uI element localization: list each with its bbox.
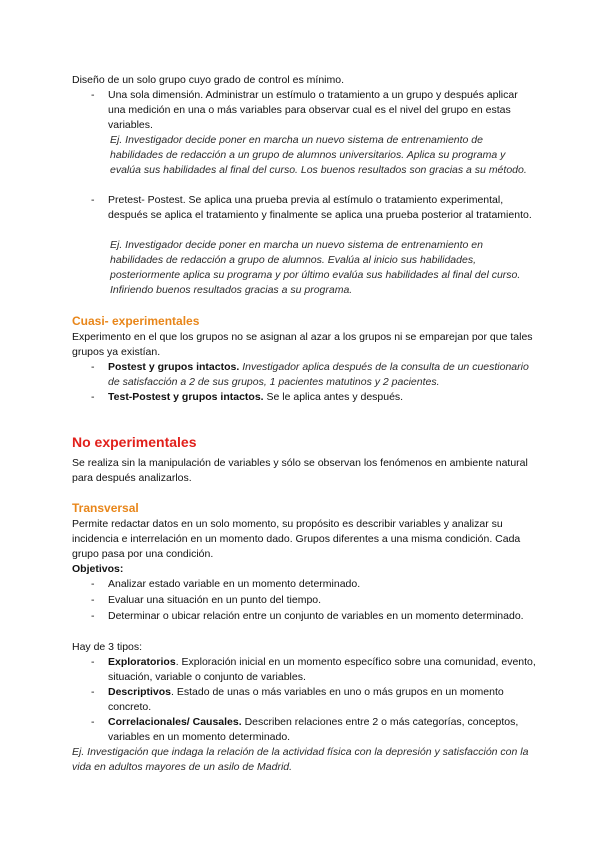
bullet-dash: - <box>91 194 95 206</box>
cuasi-item-2-bold: Test-Postest y grupos intactos. <box>108 391 264 403</box>
cuasi-item-1-bold: Postest y grupos intactos. <box>108 361 240 373</box>
tipo-item-text: . Estado de unas o más variables en uno o más grupos en un momento concreto. <box>108 686 504 713</box>
objetivo-item: Determinar o ubicar relación entre un conjunto de variables en un momento determinado. <box>108 610 524 622</box>
cuasi-item-2 <box>108 390 538 405</box>
tipo-item-bold: Exploratorios <box>108 656 176 668</box>
bullet-dash: - <box>91 656 95 668</box>
objetivos-label <box>72 562 542 577</box>
cuasi-heading: Cuasi- experimentales <box>72 314 200 328</box>
transversal-description: Permite redactar datos en un solo momento, su propósito es describir variables y analizar su incidencia e interrelación en un momento dado. Grupos diferentes a una misma condición. Cada grupo pasa por una condición. <box>72 518 521 560</box>
bullet-dash: - <box>91 686 95 698</box>
cuasi-item-1 <box>108 360 538 390</box>
tipo-item-bold: Descriptivos <box>108 686 172 698</box>
bullet-dash: - <box>91 594 95 606</box>
transversal-example: Ej. Investigación que indaga la relación de la actividad física con la depresión y satisfacción con la vida en adultos mayores de un asilo de Madrid. <box>72 746 529 773</box>
preexp-item-2-text: Pretest- Postest. Se aplica una prueba previa al estímulo o tratamiento experimental, después se aplica el tratamiento y finalmente se aplica una prueba posterior al tratamiento. <box>108 194 532 221</box>
tipos-label: Hay de 3 tipos: <box>72 641 143 653</box>
bullet-dash: - <box>91 89 95 101</box>
tipo-item-bold: Correlacionales/ Causales. <box>108 716 242 728</box>
bullet-dash: - <box>91 610 95 622</box>
preexp-item-2-example: Ej. Investigador decide poner en marcha un nuevo sistema de entrenamiento en habilidades de redacción a grupo de alumnos. Evalúa al inicio sus habilidades, posteriormente aplica su programa y por último evalúa sus habilidades al final del curso. Infiriendo buenos resultados gracias a su programa. <box>110 239 521 296</box>
intro-text: Diseño de un solo grupo cuyo grado de control es mínimo. <box>72 74 344 86</box>
tipo-item-text: . Exploración inicial en un momento específico sobre una comunidad, evento, situación, variable o conjunto de variables. <box>108 656 536 683</box>
noexp-description: Se realiza sin la manipulación de variables y sólo se observan los fenómenos en ambiente natural para después analizarlos. <box>72 457 528 484</box>
cuasi-item-1-example: Investigador aplica después de la consulta de un cuestionario de satisfacción a 2 de sus grupos, 1 pacientes matutinos y 2 pacientes. <box>108 361 529 388</box>
tipo-item-exploratorios <box>108 655 538 685</box>
bullet-dash: - <box>91 391 95 403</box>
tipo-item-correlacionales <box>108 715 538 745</box>
preexp-item-1-example: Ej. Investigador decide poner en marcha un nuevo sistema de entrenamiento de habilidades de redacción a un grupo de alumnos universitarios. Aplica su programa y evalúa sus habilidades al final del curso. Los buenos resultados son gracias a su método. <box>110 134 527 176</box>
objetivos-label-text: Objetivos: <box>72 563 124 575</box>
cuasi-description: Experimento en el que los grupos no se asignan al azar a los grupos ni se emparejan por que tales grupos ya existían. <box>72 331 533 358</box>
bullet-dash: - <box>91 578 95 590</box>
tipo-item-descriptivos <box>108 685 538 715</box>
objetivo-item: Analizar estado variable en un momento determinado. <box>108 578 361 590</box>
objetivo-item: Evaluar una situación en un punto del tiempo. <box>108 594 322 606</box>
bullet-dash: - <box>91 716 95 728</box>
bullet-dash: - <box>91 361 95 373</box>
cuasi-item-2-text: Se le aplica antes y después. <box>263 391 404 403</box>
preexp-item-1-text: Una sola dimensión. Administrar un estímulo o tratamiento a un grupo y después aplicar una medición en una o más variables para observar cual es el nivel del grupo en estas variables. <box>108 89 518 131</box>
tipo-item-text: Describen relaciones entre 2 o más categorías, conceptos, variables en un momento determinado. <box>108 716 519 743</box>
noexp-heading: No experimentales <box>72 434 197 450</box>
transversal-heading: Transversal <box>72 501 139 515</box>
